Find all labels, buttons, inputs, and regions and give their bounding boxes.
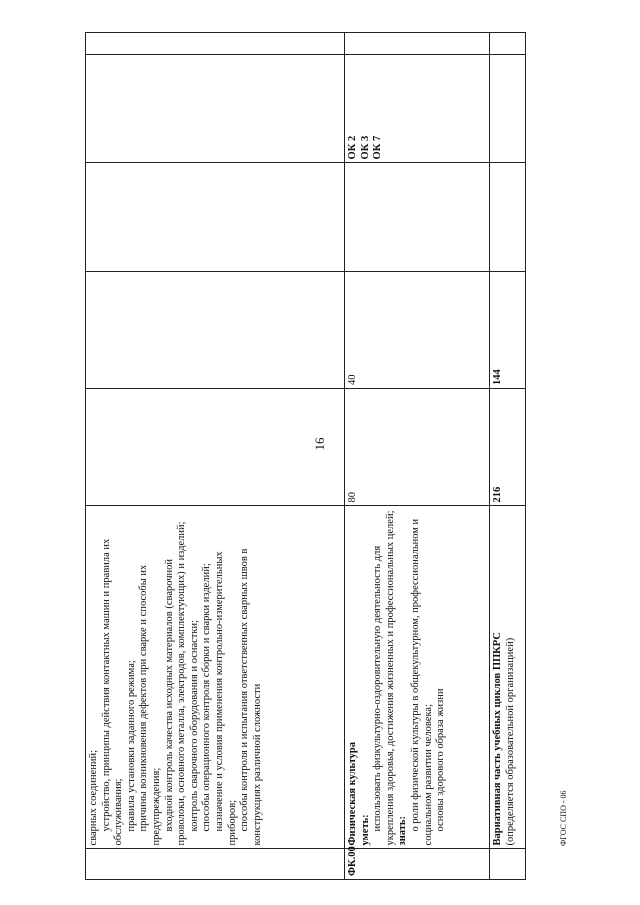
text-line: назначение и условия применения контрольно-измерительных приборов; [213, 551, 238, 846]
table-row [86, 33, 345, 880]
variative-subtitle: (определяется образовательной организацией) [504, 637, 516, 846]
index-cell [86, 849, 345, 880]
total-hours-cell: 216 [490, 388, 526, 505]
discipline-title: Физическая культура [347, 742, 358, 846]
text-line: причины возникновения дефектов при сварке и способы их предупреждения; [138, 564, 162, 846]
text-line: основы здорового образа жизни [435, 688, 447, 832]
text-line: входной контроль качества исходных материалов (сварочной проволоки, основного металла, электродов, комплектующих) и изделий; [163, 521, 188, 846]
empty-cell [490, 33, 526, 55]
text-line: о роли физической культуры в общекультурном, профессиональном и социальном развитии человека; [409, 518, 434, 846]
skills-heading: уметь: [359, 814, 371, 846]
page-number: 16 [312, 437, 327, 451]
empty-cell [345, 33, 490, 55]
description-cell [345, 506, 490, 849]
text-line: сварных соединений; [88, 749, 99, 846]
empty-cell [86, 33, 345, 55]
description-cell [490, 506, 526, 849]
text-line: способы контроля и испытания ответственных сварных швов в конструкциях различной сложности [239, 548, 263, 846]
index-cell: ФК.00 [345, 849, 490, 880]
class-hours-cell: 40 [345, 271, 490, 388]
competency-code: ОК 2 [347, 135, 358, 160]
total-hours-cell: 80 [345, 388, 490, 505]
empty-cell [490, 163, 526, 271]
description-cell [86, 506, 345, 849]
text-line: правила установки заданного режима; [125, 660, 137, 832]
knowledge-heading: знать: [397, 816, 409, 846]
class-hours-cell [86, 271, 345, 388]
variative-title: Вариативная часть учебных циклов ППКРС [492, 632, 503, 846]
competencies-cell [86, 55, 345, 163]
competencies-cell [490, 55, 526, 163]
text-line: способы операционного контроля сборки и сварки изделий; [201, 563, 213, 832]
footer-standard-code: ФГОС СПО - 06 [559, 790, 568, 846]
competency-code: ОК 3 [359, 135, 371, 160]
table-row [345, 33, 490, 880]
text-line: использовать физкультурно-оздоровительную деятельность для укрепления здоровья, достижения жизненных и профессиональных целей; [372, 510, 396, 846]
table-row [490, 33, 526, 880]
competencies-cell [345, 55, 490, 163]
text-line: контроль сварочного оборудования и оснастки; [188, 619, 200, 832]
standard-table [85, 32, 525, 880]
total-hours-cell [86, 388, 345, 505]
competency-code: ОК 7 [372, 135, 384, 160]
index-cell [490, 849, 526, 880]
text-line: устройство, принципы действия контактных машин и правила их обслуживания; [100, 538, 125, 846]
empty-cell [86, 163, 345, 271]
empty-cell [345, 163, 490, 271]
class-hours-cell: 144 [490, 271, 526, 388]
